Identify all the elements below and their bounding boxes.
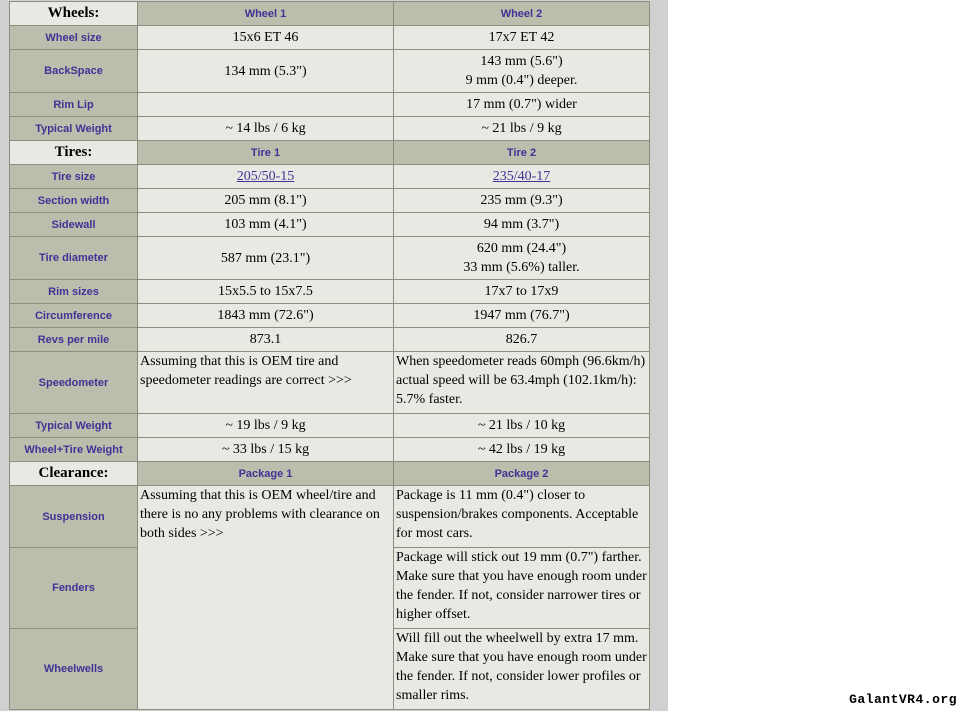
- tire1-speedometer-note: Assuming that this is OEM tire and speedometer readings are correct >>>: [138, 352, 394, 414]
- row-label-wheel-tire-weight: Wheel+Tire Weight: [10, 438, 138, 462]
- tire2-size-link[interactable]: 235/40-17: [492, 169, 551, 184]
- table-row: [10, 189, 650, 213]
- tire2-column-header: Tire 2: [394, 141, 650, 165]
- tires-section-title: Tires:: [10, 141, 138, 165]
- row-label-sidewall: Sidewall: [10, 213, 138, 237]
- tire1-size-cell: [138, 165, 394, 189]
- wheel2-backspace: [394, 50, 650, 93]
- row-label-suspension: Suspension: [10, 486, 138, 548]
- package2-suspension-note: Package is 11 mm (0.4") closer to suspension/brakes components. Acceptable for most cars.: [394, 486, 650, 548]
- comparison-table: [9, 1, 650, 710]
- tire2-diameter: [394, 237, 650, 280]
- table-row: [10, 26, 650, 50]
- table-row: [10, 165, 650, 189]
- tire2-revs-per-mile: 826.7: [394, 328, 650, 352]
- table-row: [10, 213, 650, 237]
- tire1-rim-sizes: 15x5.5 to 15x7.5: [138, 280, 394, 304]
- package1-clearance-note: Assuming that this is OEM wheel/tire and there is no any problems with clearance on both sides >>>: [138, 486, 394, 710]
- clearance-header-row: [10, 462, 650, 486]
- row-label-section-width: Section width: [10, 189, 138, 213]
- package2-fenders-note: Package will stick out 19 mm (0.7") farther. Make sure that you have enough room under the fender. If not, consider narrower tires or higher offset.: [394, 548, 650, 629]
- tire2-speedometer-note: When speedometer reads 60mph (96.6km/h) actual speed will be 63.4mph (102.1km/h): 5.7% faster.: [394, 352, 650, 414]
- row-label-wheel-size: Wheel size: [10, 26, 138, 50]
- table-row: [10, 328, 650, 352]
- wheels-section-title: Wheels:: [10, 2, 138, 26]
- package2-column-header: Package 2: [394, 462, 650, 486]
- table-row: [10, 93, 650, 117]
- table-row: [10, 280, 650, 304]
- wheel1-weight: ~ 14 lbs / 6 kg: [138, 117, 394, 141]
- package2-wheel-tire-weight: ~ 42 lbs / 19 kg: [394, 438, 650, 462]
- package2-wheelwells-note: Will fill out the wheelwell by extra 17 mm. Make sure that you have enough room under the fender. If not, consider lower profiles or smaller rims.: [394, 629, 650, 710]
- tire2-diameter-value: 620 mm (24.4"): [476, 241, 567, 256]
- wheel1-column-header: Wheel 1: [138, 2, 394, 26]
- wheel2-column-header: Wheel 2: [394, 2, 650, 26]
- row-label-revs-per-mile: Revs per mile: [10, 328, 138, 352]
- table-row: [10, 304, 650, 328]
- tires-header-row: [10, 141, 650, 165]
- table-row: [10, 414, 650, 438]
- tire1-sidewall: 103 mm (4.1"): [138, 213, 394, 237]
- tire1-diameter: 587 mm (23.1"): [138, 237, 394, 280]
- row-label-speedometer: Speedometer: [10, 352, 138, 414]
- row-label-tire-diameter: Tire diameter: [10, 237, 138, 280]
- tire2-size-cell: [394, 165, 650, 189]
- tire2-weight: ~ 21 lbs / 10 kg: [394, 414, 650, 438]
- table-row: [10, 486, 650, 548]
- wheel2-backspace-diff: 9 mm (0.4") deeper.: [465, 73, 578, 88]
- row-label-backspace: BackSpace: [10, 50, 138, 93]
- table-row: [10, 438, 650, 462]
- package1-wheel-tire-weight: ~ 33 lbs / 15 kg: [138, 438, 394, 462]
- clearance-section-title: Clearance:: [10, 462, 138, 486]
- wheel1-size: 15x6 ET 46: [138, 26, 394, 50]
- row-label-rim-sizes: Rim sizes: [10, 280, 138, 304]
- table-row: [10, 237, 650, 280]
- wheel2-backspace-value: 143 mm (5.6"): [480, 54, 563, 69]
- tire2-diameter-diff: 33 mm (5.6%) taller.: [463, 260, 580, 275]
- tire2-circumference: 1947 mm (76.7"): [394, 304, 650, 328]
- row-label-tire-size: Tire size: [10, 165, 138, 189]
- table-row: [10, 117, 650, 141]
- wheel2-size: 17x7 ET 42: [394, 26, 650, 50]
- row-label-tire-weight: Typical Weight: [10, 414, 138, 438]
- tire1-column-header: Tire 1: [138, 141, 394, 165]
- wheel1-rim-lip: [138, 93, 394, 117]
- wheels-header-row: [10, 2, 650, 26]
- row-label-fenders: Fenders: [10, 548, 138, 629]
- tire1-weight: ~ 19 lbs / 9 kg: [138, 414, 394, 438]
- table-row: [10, 50, 650, 93]
- tire1-size-link[interactable]: 205/50-15: [236, 169, 295, 184]
- tire2-rim-sizes: 17x7 to 17x9: [394, 280, 650, 304]
- wheel2-weight: ~ 21 lbs / 9 kg: [394, 117, 650, 141]
- wheel1-backspace: 134 mm (5.3"): [138, 50, 394, 93]
- table-row: [10, 352, 650, 414]
- tire1-revs-per-mile: 873.1: [138, 328, 394, 352]
- row-label-circumference: Circumference: [10, 304, 138, 328]
- row-label-rim-lip: Rim Lip: [10, 93, 138, 117]
- tire2-sidewall: 94 mm (3.7"): [394, 213, 650, 237]
- site-watermark: GalantVR4.org: [849, 692, 957, 707]
- wheel2-rim-lip: 17 mm (0.7") wider: [394, 93, 650, 117]
- package1-column-header: Package 1: [138, 462, 394, 486]
- row-label-wheel-weight: Typical Weight: [10, 117, 138, 141]
- tire1-circumference: 1843 mm (72.6"): [138, 304, 394, 328]
- row-label-wheelwells: Wheelwells: [10, 629, 138, 710]
- tire1-section-width: 205 mm (8.1"): [138, 189, 394, 213]
- tire2-section-width: 235 mm (9.3"): [394, 189, 650, 213]
